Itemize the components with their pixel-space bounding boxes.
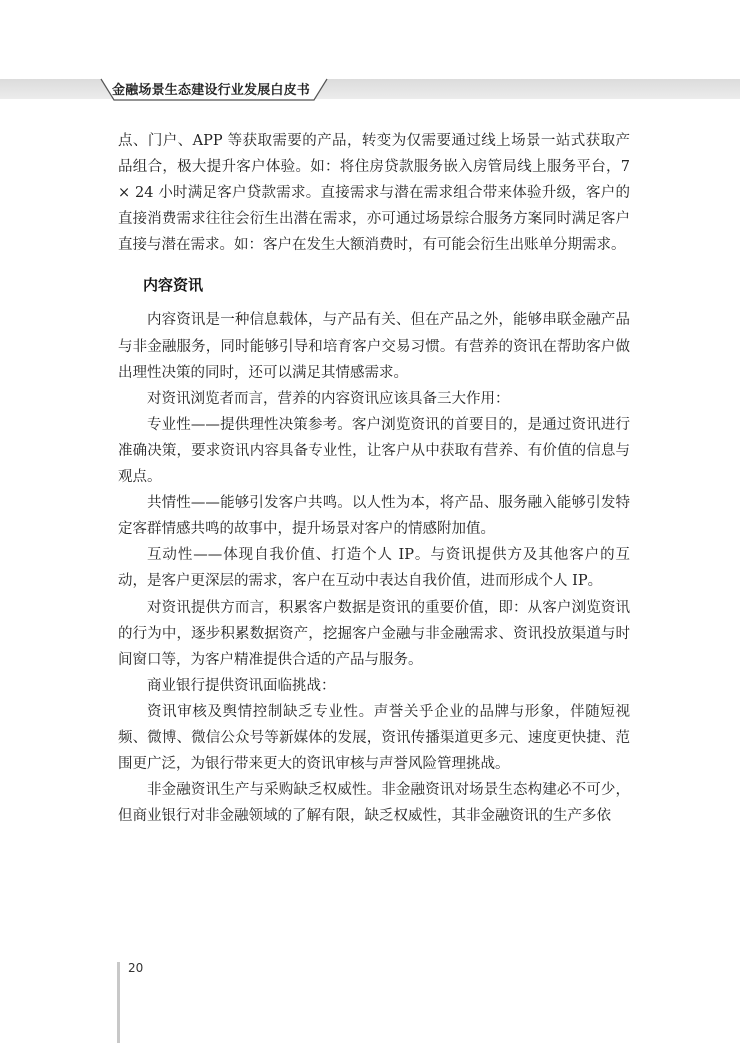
page-number-bar (117, 962, 120, 1043)
paragraph-7: 对资讯提供方而言，积累客户数据是资讯的重要价值，即：从客户浏览资讯的行为中，逐步积累数据资产，挖掘客户金融与非金融需求、资讯投放渠道与时间窗口等，为客户精准提供合适的产品与服务。 (118, 599, 630, 668)
paragraph-10: 非金融资讯生产与采购缺乏权威性。非金融资讯对场景生态构建必不可少，但商业银行对非金融领域的了解有限，缺乏权威性，其非金融资讯的生产多依 (118, 782, 630, 825)
paragraph-2: 内容资讯是一种信息载体，与产品有关、但在产品之外，能够串联金融产品与非金融服务，同时能够引导和培育客户交易习惯。有营养的资讯在帮助客户做出理性决策的同时，还可以满足其情感需求。 (118, 312, 630, 381)
running-header-title: 金融场景生态建设行业发展白皮书 (112, 83, 311, 98)
paragraph-1: 点、门户、APP 等获取需要的产品，转变为仅需要通过线上场景一站式获取产品组合，极大提升客户体验。如：将住房贷款服务嵌入房管局线上服务平台，7 × 24 小时满足客户贷款需求。直接需求与潜在需求组合带来体验升级，客户的直接消费需求往往会衍生出潜在需求，亦可通过场景综合服务方案同时满足客户直接与潜在需求。如：客户在发生大额消费时，有可能会衍生出账单分期需求。 (118, 133, 630, 254)
paragraph-9: 资讯审核及舆情控制缺乏专业性。声誉关乎企业的品牌与形象，伴随短视频、微博、微信公众号等新媒体的发展，资讯传播渠道更多元、速度更快捷、范围更广泛，为银行带来更大的资讯审核与声誉风险管理挑战。 (118, 703, 630, 773)
paragraph-5: 共情性——能够引发客户共鸣。以人性为本，将产品、服务融入能够引发特定客群情感共鸣的故事中，提升场景对客户的情感附加值。 (118, 495, 630, 538)
page-body (118, 128, 630, 829)
section-heading: 内容资讯 (143, 276, 204, 295)
paragraph-8: 商业银行提供资讯面临挑战： (147, 677, 336, 694)
paragraph-4: 专业性——提供理性决策参考。客户浏览资讯的首要目的，是通过资讯进行准确决策，要求资讯内容具备专业性，让客户从中获取有营养、有价值的信息与观点。 (118, 416, 630, 486)
page-number: 20 (128, 961, 144, 975)
paragraph-3: 对资讯浏览者而言，营养的内容资讯应该具备三大作用： (147, 390, 510, 407)
paragraph-6: 互动性——体现自我价值、打造个人 IP。与资讯提供方及其他客户的互动，是客户更深层的需求，客户在互动中表达自我价值，进而形成个人 IP。 (118, 547, 630, 590)
